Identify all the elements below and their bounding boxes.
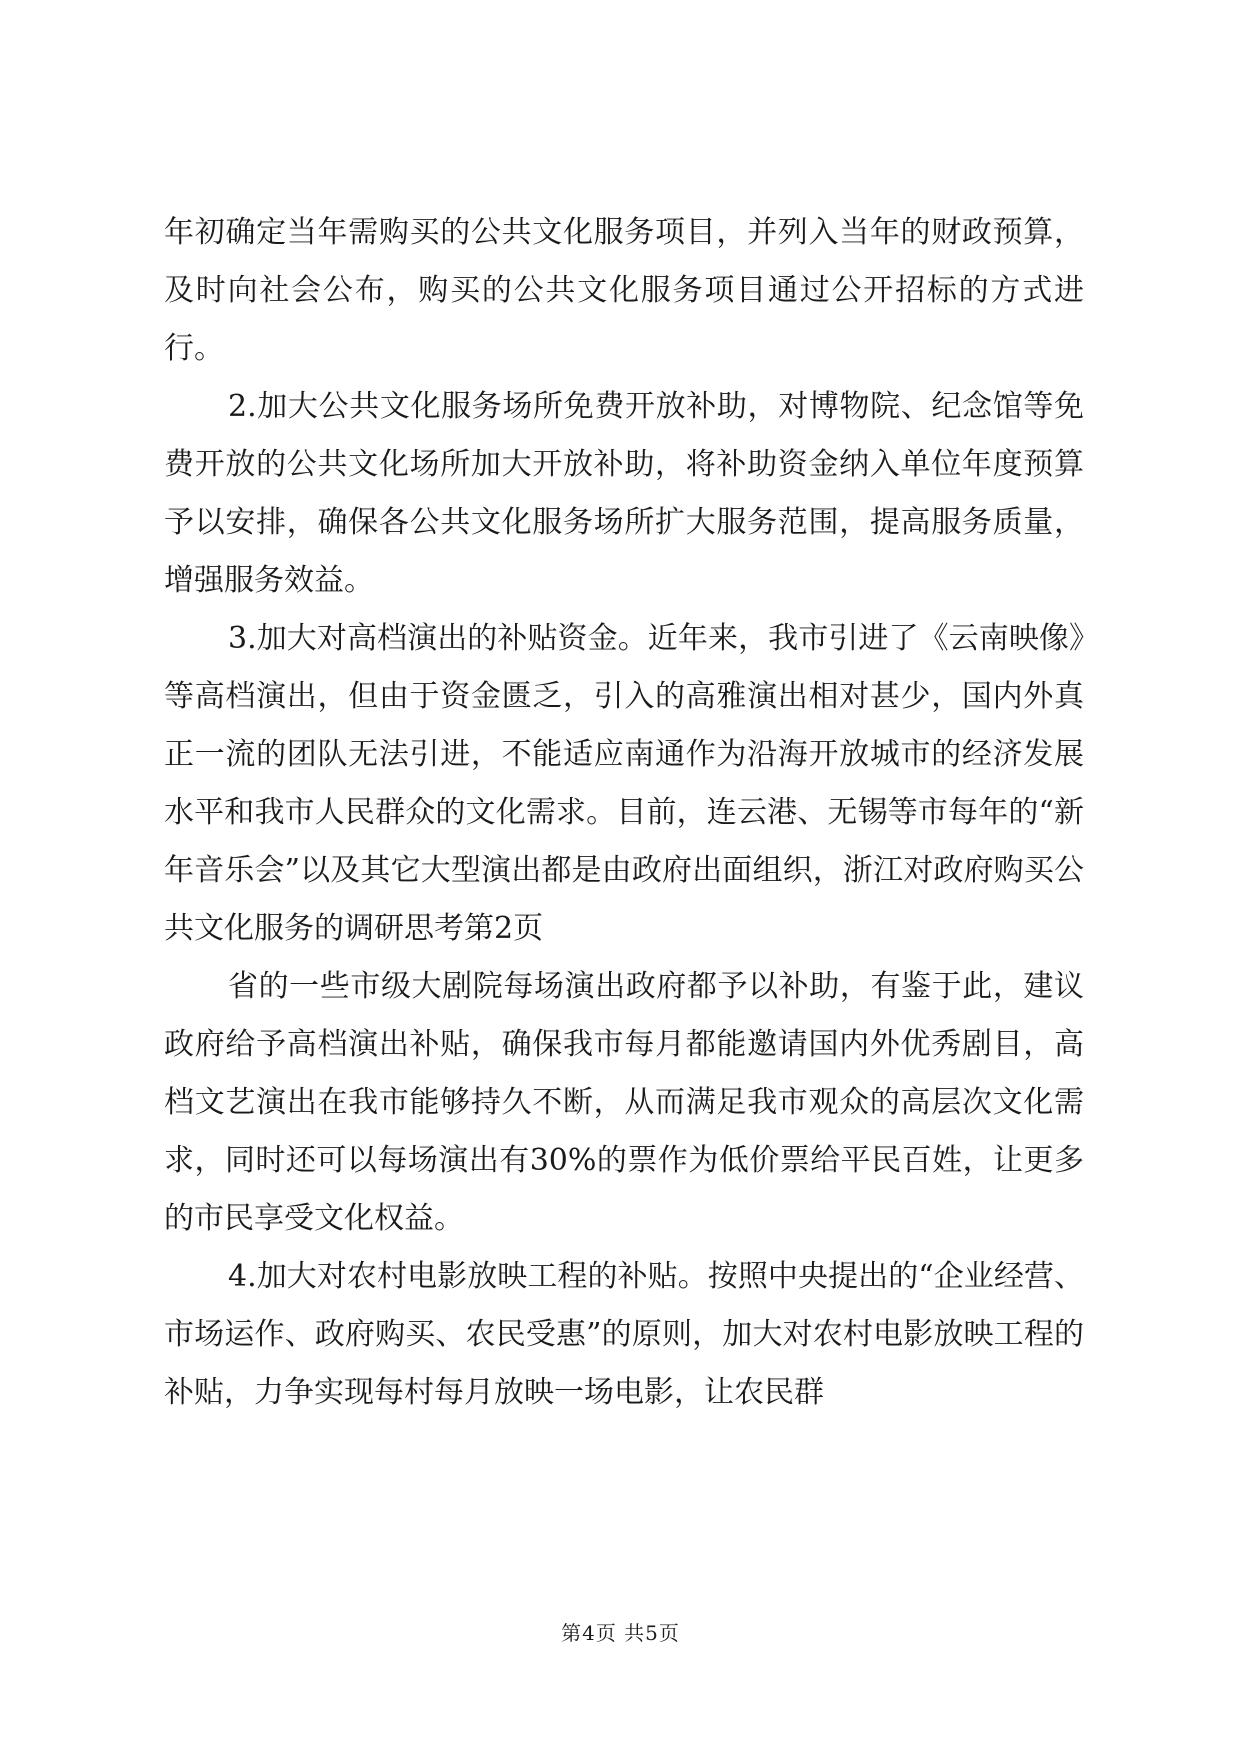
paragraph-4: 省的一些市级大剧院每场演出政府都予以补助，有鉴于此，建议政府给予高档演出补贴，确保我市每月都能邀请国内外优秀剧目，高档文艺演出在我市能够持久不断，从而满足我市观众的高层次文化需求，同时还可以每场演出有30%的票作为低价票给平民百姓，让更多的市民享受文化权益。: [164, 969, 1084, 1236]
paragraph-3: 3.加大对高档演出的补贴资金。近年来，我市引进了《云南映像》等高档演出，但由于资金匮乏，引入的高雅演出相对甚少，国内外真正一流的团队无法引进，不能适应南通作为沿海开放城市的经济发展水平和我市人民群众的文化需求。目前，连云港、无锡等市每年的“新年音乐会”以及其它大型演出都是由政府出面组织，浙江对政府购买公共文化服务的调研思考第2页: [164, 621, 1084, 946]
paragraph-2: 2.加大公共文化服务场所免费开放补助，对博物院、纪念馆等免费开放的公共文化场所加大开放补助，将补助资金纳入单位年度预算予以安排，确保各公共文化服务场所扩大服务范围，提高服务质量，增强服务效益。: [164, 389, 1084, 598]
page-number-footer: 第4页 共5页: [561, 1621, 680, 1645]
paragraph-1: 年初确定当年需购买的公共文化服务项目，并列入当年的财政预算，及时向社会公布，购买的公共文化服务项目通过公开招标的方式进行。: [164, 215, 1084, 366]
paragraph-5: 4.加大对农村电影放映工程的补贴。按照中央提出的“企业经营、市场运作、政府购买、农民受惠”的原则，加大对农村电影放映工程的补贴，力争实现每村每月放映一场电影，让农民群: [164, 1259, 1084, 1410]
document-body: [164, 204, 1084, 1422]
